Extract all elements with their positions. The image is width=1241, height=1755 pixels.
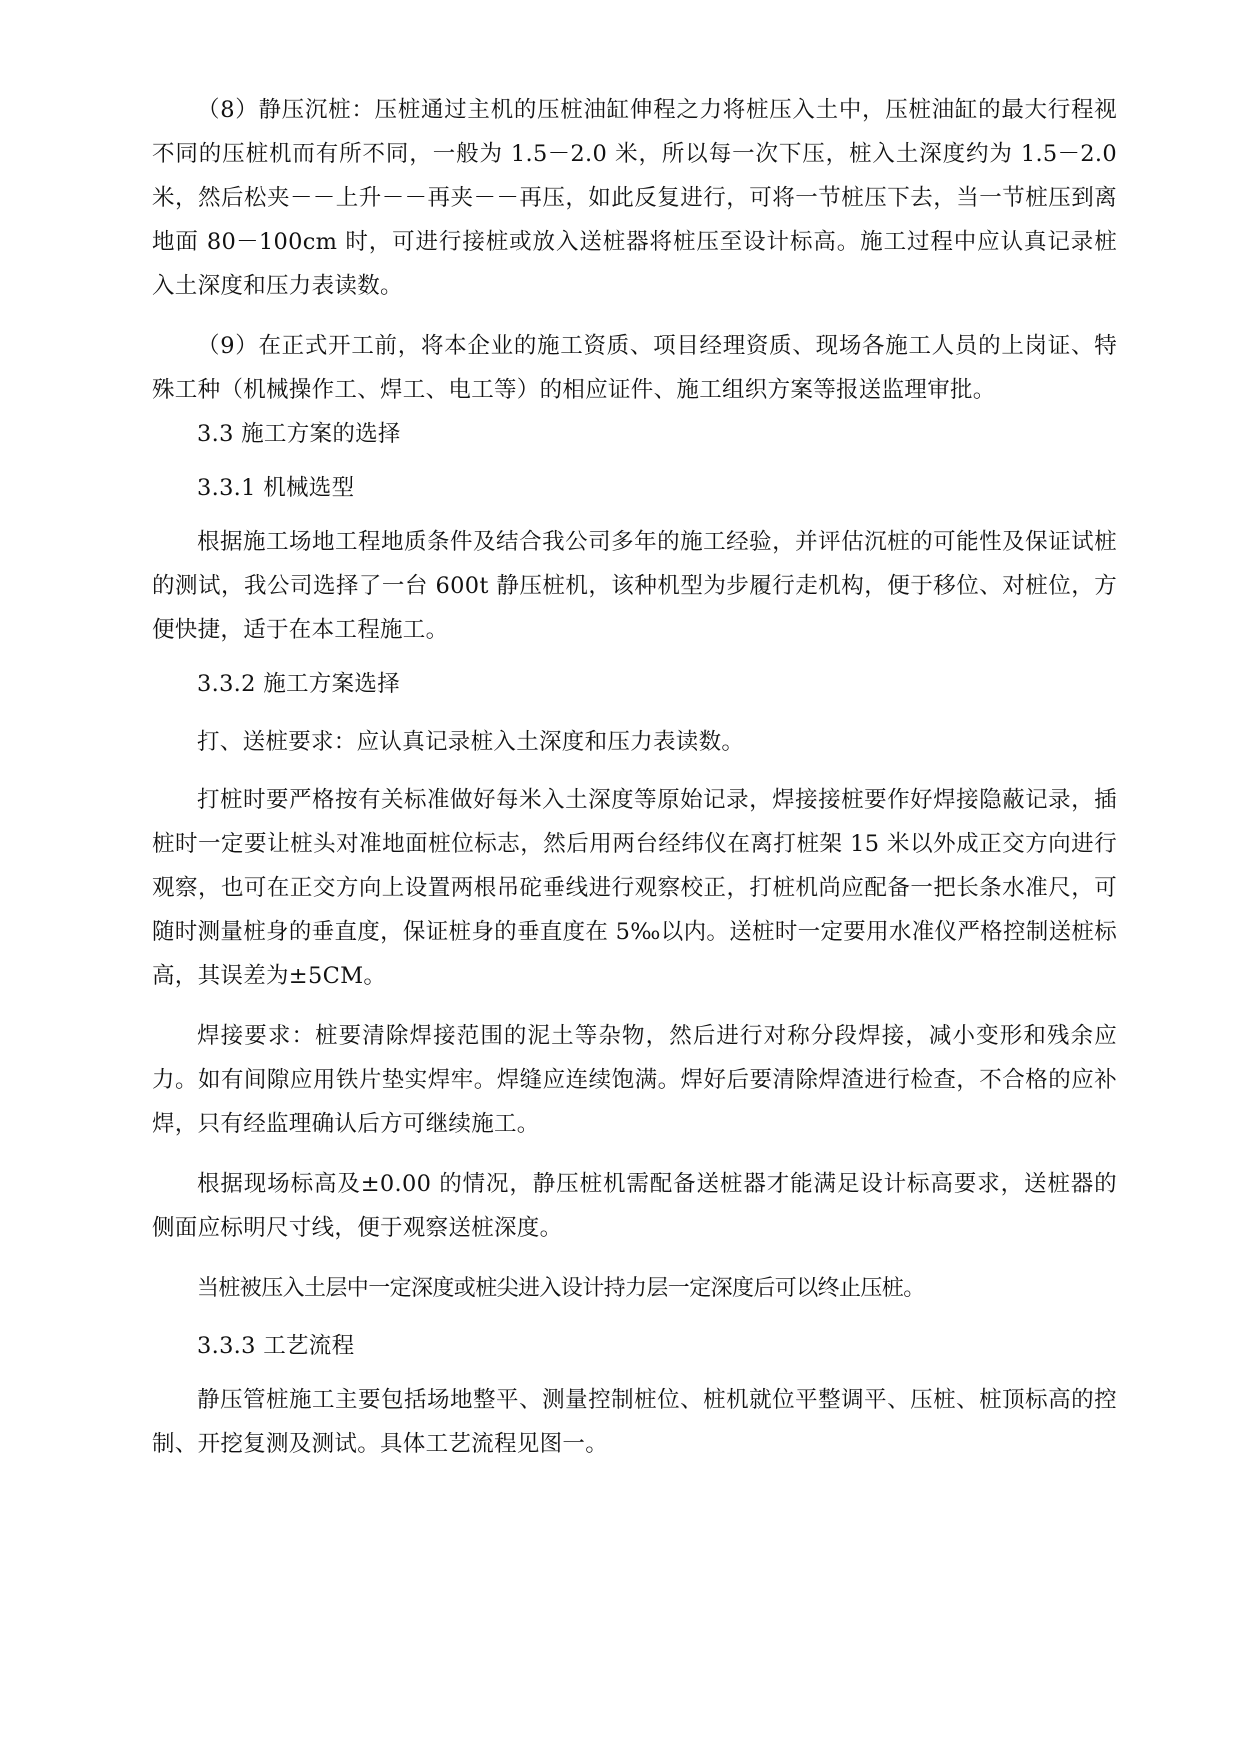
paragraph-driving-records: 打桩时要严格按有关标准做好每米入土深度等原始记录，焊接接桩要作好焊接隐蔽记录，插桩时一定要让桩头对准地面桩位标志，然后用两台经纬仪在离打桩架 15 米以外成正交方向进行观察，也可在正交方向上设置两根吊砣垂线进行观察校正，打桩机尚应配备一把长条水准尺，可随时测量桩身的垂直度，保证桩身的垂直度在 5‰以内。送桩时一定要用水准仪严格控制送桩标高，其误差为±5CM。 xyxy=(152,787,1117,989)
paragraph-machine-selection: 根据施工场地工程地质条件及结合我公司多年的施工经验，并评估沉桩的可能性及保证试桩的测试，我公司选择了一台 600t 静压桩机，该种机型为步履行走机构，便于移位、对桩位，方便快捷，适于在本工程施工。 xyxy=(152,529,1117,643)
paragraph-elevation-control: 根据现场标高及±0.00 的情况，静压桩机需配备送桩器才能满足设计标高要求，送桩器的侧面应标明尺寸线，便于观察送桩深度。 xyxy=(152,1171,1117,1241)
paragraph-process-flow: 静压管桩施工主要包括场地整平、测量控制桩位、桩机就位平整调平、压桩、桩顶标高的控制、开挖复测及测试。具体工艺流程见图一。 xyxy=(152,1387,1117,1457)
section-heading-3-3-1: 3.3.1 机械选型 xyxy=(197,475,355,501)
section-heading-3-3-2: 3.3.2 施工方案选择 xyxy=(197,671,401,697)
paragraph-stop-pressing: 当桩被压入土层中一定深度或桩尖进入设计持力层一定深度后可以终止压桩。 xyxy=(197,1275,925,1300)
paragraph-pre-construction-approval: （9）在正式开工前，将本企业的施工资质、项目经理资质、现场各施工人员的上岗证、特殊工种（机械操作工、焊工、电工等）的相应证件、施工组织方案等报送监理审批。 xyxy=(152,333,1117,403)
paragraph-welding-requirements: 焊接要求：桩要清除焊接范围的泥土等杂物，然后进行对称分段焊接，减小变形和残余应力。如有间隙应用铁片垫实焊牢。焊缝应连续饱满。焊好后要清除焊渣进行检查，不合格的应补焊，只有经监理确认后方可继续施工。 xyxy=(152,1023,1117,1137)
section-heading-3-3: 3.3 施工方案的选择 xyxy=(197,421,401,447)
paragraph-static-pile-driving: （8）静压沉桩：压桩通过主机的压桩油缸伸程之力将桩压入土中，压桩油缸的最大行程视不同的压桩机而有所不同，一般为 1.5－2.0 米，所以每一次下压，桩入土深度约为 1.5－2.0 米，然后松夹－－上升－－再夹－－再压，如此反复进行，可将一节桩压下去，当一节桩压到离地面 80－100cm 时，可进行接桩或放入送桩器将桩压至设计标高。施工过程中应认真记录桩入土深度和压力表读数。 xyxy=(152,97,1117,299)
paragraph-driving-requirements: 打、送桩要求：应认真记录桩入土深度和压力表读数。 xyxy=(197,729,745,755)
document-body xyxy=(152,88,1117,1466)
section-heading-3-3-3: 3.3.3 工艺流程 xyxy=(197,1333,355,1359)
